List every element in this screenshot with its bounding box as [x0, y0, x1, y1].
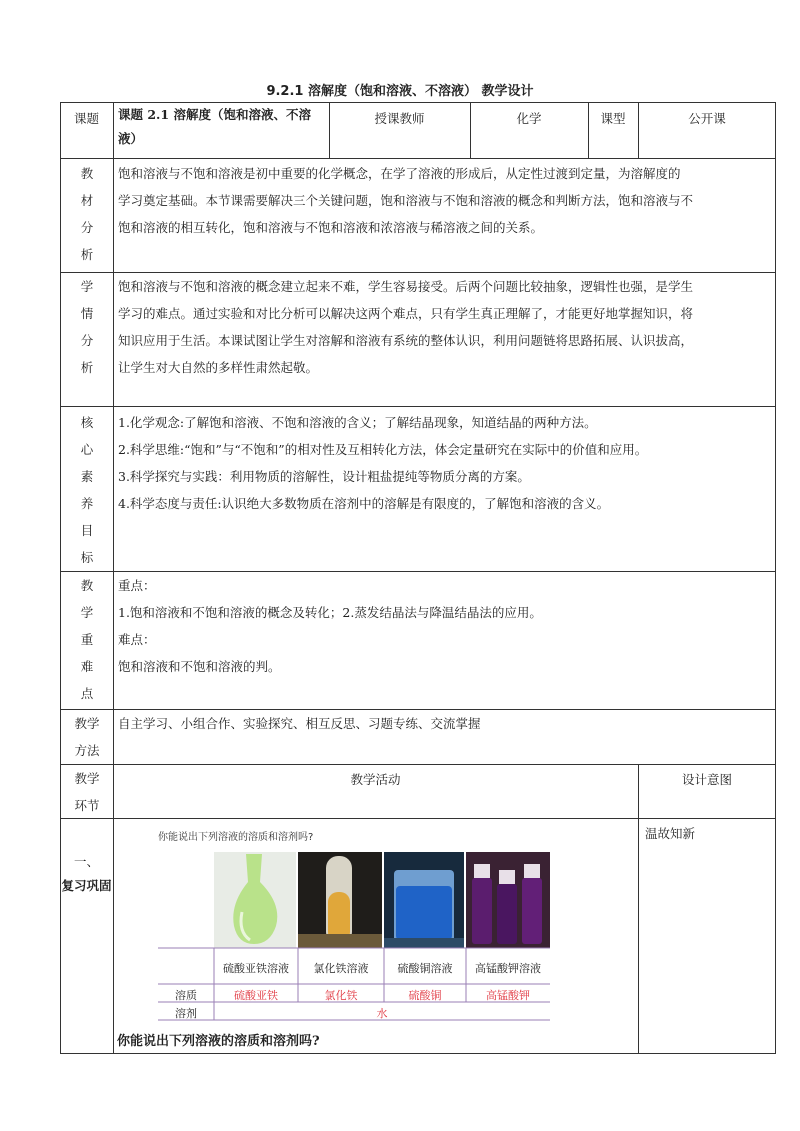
method-text: 自主学习、小组合作、实验探究、相互反思、习题专练、交流掌握: [118, 716, 481, 731]
subject-value: 课题 2.1 溶解度（饱和溶液、不溶液）: [118, 107, 311, 146]
solution-name: 氯化铁溶液: [313, 962, 369, 975]
teacher-label: 授课教师: [374, 111, 425, 126]
review-stage-number: 一、: [73, 854, 99, 869]
solutions-slide-image: [158, 852, 550, 1022]
key-points-text: 重点： 1.饱和溶液和不饱和溶液的概念及转化；2.蒸发结晶法与降温结晶法的应用。 难点： 饱和溶液和不饱和溶液的判。: [118, 578, 542, 674]
review-question-small: 你能说出下列溶液的溶质和溶剂吗?: [158, 832, 314, 843]
subject-label: 课题: [73, 111, 99, 126]
activity-header: 教学活动: [350, 772, 401, 787]
solution-name: 硫酸亚铁溶液: [223, 962, 289, 975]
material-analysis-label: 教 材 分 析: [80, 166, 94, 262]
solute-value: 硫酸亚铁: [234, 989, 278, 1002]
method-label: 教学 方法: [74, 716, 100, 758]
type-value: 公开课: [688, 111, 726, 126]
solution-name: 高锰酸钾溶液: [475, 962, 541, 975]
type-label: 课型: [600, 111, 626, 126]
solution-name: 硫酸铜溶液: [397, 962, 453, 975]
document-title: 9.2.1 溶解度（饱和溶液、不溶液） 教学设计: [266, 84, 534, 99]
material-analysis-text: 饱和溶液与不饱和溶液是初中重要的化学概念，在学了溶液的形成后，从定性过渡到定量，为溶解度的 学习奠定基础。本节课需要解决三个关键问题，饱和溶液与不饱和溶液的概念和判断方法，饱和溶液与不 饱和溶液的相互转化，饱和溶液与不饱和溶液和浓溶液与稀溶液之间的关系。: [118, 166, 694, 235]
key-points-label: 教 学 重 难 点: [80, 578, 94, 701]
solvent-value: 水: [376, 1007, 388, 1020]
student-analysis-text: 饱和溶液与不饱和溶液的概念建立起来不难，学生容易接受。后两个问题比较抽象，逻辑性也强，是学生 学习的难点。通过实验和对比分析可以解决这两个难点，只有学生真正理解了，才能更好地掌握知识，将 知识应用于生活。本课试图让学生对溶解和溶液有系统的整体认识，利用问题链将思路拓展、认识拔高， 让学生对大自然的多样性肃然起敬。: [118, 279, 694, 375]
teacher-value: 化学: [516, 111, 542, 126]
intent-header: 设计意图: [681, 772, 732, 787]
review-question-bold: 你能说出下列溶液的溶质和溶剂吗?: [117, 1034, 320, 1049]
solute-value: 硫酸铜: [408, 989, 442, 1002]
core-goals-text: 1.化学观念:了解饱和溶液、不饱和溶液的含义；了解结晶现象，知道结晶的两种方法。 2.科学思维:“饱和”与“不饱和”的相对性及互相转化方法，体会定量研究在实际中的价值和应用。 3.科学探究与实践：利用物质的溶解性，设计粗盐提纯等物质分离的方案。 4.科学态度与责任:认识绝大多数物质在溶剂中的溶解是有限度的，了解饱和溶液的含义。: [118, 415, 648, 511]
review-stage-name: 复习巩固: [61, 878, 112, 893]
review-intent: 温故知新: [645, 826, 696, 841]
core-goals-label: 核 心 素 养 目 标: [80, 415, 94, 565]
stage-label: 教学 环节: [74, 771, 100, 813]
solvent-label: 溶剂: [175, 1007, 197, 1020]
solute-value: 高锰酸钾: [486, 989, 530, 1002]
solute-value: 氯化铁: [324, 989, 358, 1002]
student-analysis-label: 学 情 分 析: [80, 279, 94, 375]
solute-label: 溶质: [175, 989, 197, 1002]
